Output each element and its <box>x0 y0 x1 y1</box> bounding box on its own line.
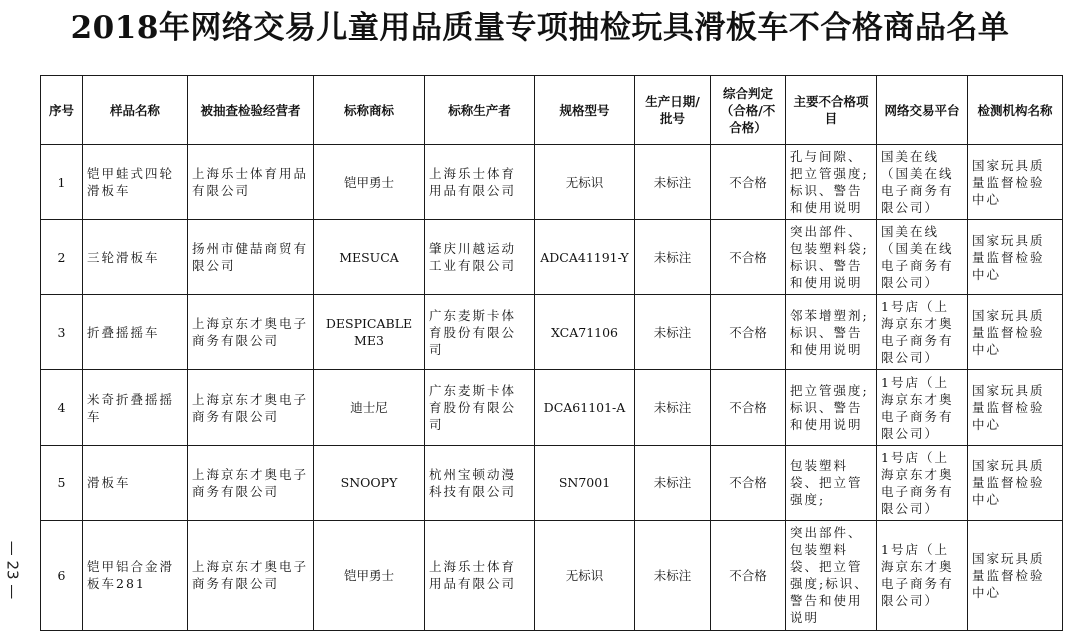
cell-platform: 1号店（上海京东才奥电子商务有限公司） <box>877 520 968 630</box>
cell-operator: 扬州市健喆商贸有限公司 <box>188 220 314 295</box>
cell-operator: 上海京东才奥电子商务有限公司 <box>188 295 314 370</box>
table-row <box>41 145 1063 220</box>
cell-manufacturer: 上海乐士体育用品有限公司 <box>425 145 535 220</box>
header-col-index: 序号 <box>41 76 83 145</box>
cell-verdict: 不合格 <box>711 220 786 295</box>
cell-index: 4 <box>41 370 83 445</box>
cell-verdict: 不合格 <box>711 295 786 370</box>
cell-sample-name: 铠甲蛙式四轮滑板车 <box>83 145 188 220</box>
cell-testing-agency: 国家玩具质量监督检验中心 <box>968 370 1063 445</box>
header-col-operator: 被抽查检验经营者 <box>188 76 314 145</box>
cell-testing-agency: 国家玩具质量监督检验中心 <box>968 295 1063 370</box>
cell-testing-agency: 国家玩具质量监督检验中心 <box>968 520 1063 630</box>
cell-manufacturer: 上海乐士体育用品有限公司 <box>425 520 535 630</box>
header-col-failed-items: 主要不合格项目 <box>786 76 877 145</box>
page-title: 2018年网络交易儿童用品质量专项抽检玩具滑板车不合格商品名单 <box>70 10 1010 46</box>
cell-operator: 上海京东才奥电子商务有限公司 <box>188 370 314 445</box>
cell-trademark: MESUCA <box>314 220 425 295</box>
cell-manufacturer: 肇庆川越运动工业有限公司 <box>425 220 535 295</box>
cell-platform: 国美在线（国美在线电子商务有限公司） <box>877 220 968 295</box>
cell-production-date: 未标注 <box>635 295 711 370</box>
cell-index: 6 <box>41 520 83 630</box>
cell-platform: 1号店（上海京东才奥电子商务有限公司） <box>877 295 968 370</box>
cell-production-date: 未标注 <box>635 445 711 520</box>
cell-model: 无标识 <box>535 520 635 630</box>
cell-testing-agency: 国家玩具质量监督检验中心 <box>968 145 1063 220</box>
cell-testing-agency: 国家玩具质量监督检验中心 <box>968 445 1063 520</box>
cell-verdict: 不合格 <box>711 445 786 520</box>
cell-production-date: 未标注 <box>635 220 711 295</box>
cell-index: 5 <box>41 445 83 520</box>
header-col-testing-agency: 检测机构名称 <box>968 76 1063 145</box>
cell-operator: 上海京东才奥电子商务有限公司 <box>188 520 314 630</box>
cell-production-date: 未标注 <box>635 145 711 220</box>
cell-testing-agency: 国家玩具质量监督检验中心 <box>968 220 1063 295</box>
cell-production-date: 未标注 <box>635 520 711 630</box>
table-row <box>41 370 1063 445</box>
table-row <box>41 520 1063 630</box>
cell-index: 1 <box>41 145 83 220</box>
cell-trademark: SNOOPY <box>314 445 425 520</box>
cell-platform: 1号店（上海京东才奥电子商务有限公司） <box>877 445 968 520</box>
cell-verdict: 不合格 <box>711 370 786 445</box>
cell-trademark: 迪士尼 <box>314 370 425 445</box>
cell-model: SN7001 <box>535 445 635 520</box>
cell-manufacturer: 杭州宝顿动漫科技有限公司 <box>425 445 535 520</box>
cell-production-date: 未标注 <box>635 370 711 445</box>
header-col-verdict: 综合判定（合格/不合格） <box>711 76 786 145</box>
cell-failed-items: 邻苯增塑剂;标识、警告和使用说明 <box>786 295 877 370</box>
cell-model: DCA61101-A <box>535 370 635 445</box>
table-row <box>41 295 1063 370</box>
header-col-trademark: 标称商标 <box>314 76 425 145</box>
cell-index: 2 <box>41 220 83 295</box>
cell-model: 无标识 <box>535 145 635 220</box>
header-col-manufacturer: 标称生产者 <box>425 76 535 145</box>
cell-model: ADCA41191-Y <box>535 220 635 295</box>
cell-model: XCA71106 <box>535 295 635 370</box>
cell-sample-name: 铠甲铝合金滑板车281 <box>83 520 188 630</box>
cell-failed-items: 突出部件、包装塑料袋、把立管强度;标识、警告和使用说明 <box>786 520 877 630</box>
cell-verdict: 不合格 <box>711 145 786 220</box>
cell-trademark: 铠甲勇士 <box>314 520 425 630</box>
header-col-platform: 网络交易平台 <box>877 76 968 145</box>
cell-failed-items: 突出部件、包装塑料袋;标识、警告和使用说明 <box>786 220 877 295</box>
cell-trademark: DESPICABLE ME3 <box>314 295 425 370</box>
page-number: — 23 — <box>3 540 21 600</box>
cell-platform: 国美在线（国美在线电子商务有限公司） <box>877 145 968 220</box>
header-col-sample-name: 样品名称 <box>83 76 188 145</box>
table-row <box>41 445 1063 520</box>
cell-failed-items: 孔与间隙、把立管强度;标识、警告和使用说明 <box>786 145 877 220</box>
cell-sample-name: 滑板车 <box>83 445 188 520</box>
cell-sample-name: 折叠摇摇车 <box>83 295 188 370</box>
table-header-row <box>41 76 1063 145</box>
cell-manufacturer: 广东麦斯卡体育股份有限公司 <box>425 370 535 445</box>
cell-verdict: 不合格 <box>711 520 786 630</box>
cell-sample-name: 米奇折叠摇摇车 <box>83 370 188 445</box>
cell-operator: 上海京东才奥电子商务有限公司 <box>188 445 314 520</box>
cell-operator: 上海乐士体育用品有限公司 <box>188 145 314 220</box>
table-row <box>41 220 1063 295</box>
cell-sample-name: 三轮滑板车 <box>83 220 188 295</box>
cell-failed-items: 把立管强度;标识、警告和使用说明 <box>786 370 877 445</box>
noncompliant-products-table <box>40 75 1063 631</box>
cell-failed-items: 包装塑料袋、把立管强度; <box>786 445 877 520</box>
header-col-model: 规格型号 <box>535 76 635 145</box>
cell-index: 3 <box>41 295 83 370</box>
cell-trademark: 铠甲勇士 <box>314 145 425 220</box>
cell-manufacturer: 广东麦斯卡体育股份有限公司 <box>425 295 535 370</box>
cell-platform: 1号店（上海京东才奥电子商务有限公司） <box>877 370 968 445</box>
header-col-production-date: 生产日期/批号 <box>635 76 711 145</box>
